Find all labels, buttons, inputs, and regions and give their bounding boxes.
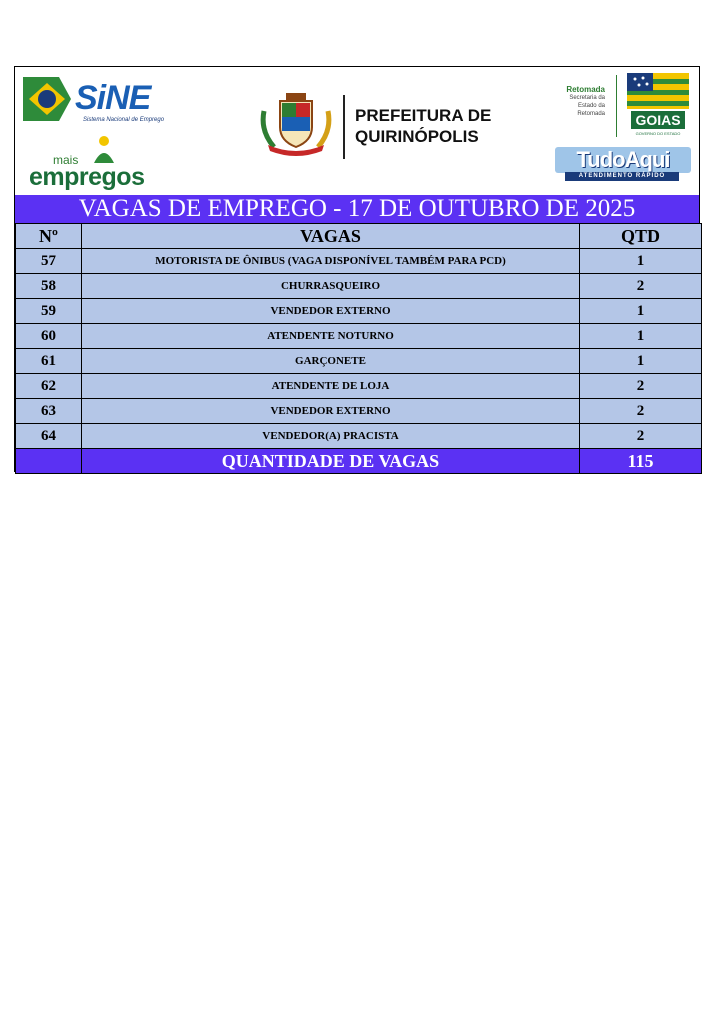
row-num: 59 (16, 299, 82, 324)
retomada-logo (545, 85, 605, 118)
sine-logo (23, 77, 173, 127)
page-title: VAGAS DE EMPREGO - 17 DE OUTUBRO DE 2025 (15, 195, 699, 223)
row-qtd: 2 (580, 399, 702, 424)
retomada-sub3: Retomada (577, 111, 605, 117)
row-qtd: 2 (580, 274, 702, 299)
row-num: 57 (16, 249, 82, 274)
row-vaga: ATENDENTE NOTURNO (82, 324, 580, 349)
tudo-aqui-name: TudoAqui (555, 147, 691, 173)
prefeitura-name (355, 105, 491, 147)
table-row (16, 324, 702, 349)
goias-name: GOIAS (631, 111, 685, 129)
row-num: 62 (16, 374, 82, 399)
total-value: 115 (580, 449, 702, 474)
goias-logo (627, 73, 689, 139)
row-num: 61 (16, 349, 82, 374)
row-vaga: VENDEDOR(A) PRACISTA (82, 424, 580, 449)
goias-flag-icon (627, 73, 689, 109)
vagas-table (15, 223, 702, 474)
row-vaga: MOTORISTA DE ÔNIBUS (VAGA DISPONÍVEL TAMBÉM PARA PCD) (82, 249, 580, 274)
retomada-title: Retomada (566, 85, 605, 94)
row-vaga: ATENDENTE DE LOJA (82, 374, 580, 399)
retomada-sub1: Secretaria da (569, 95, 605, 101)
row-vaga: VENDEDOR EXTERNO (82, 399, 580, 424)
sine-subtitle: Sistema Nacional de Emprego (83, 117, 165, 123)
row-vaga: CHURRASQUEIRO (82, 274, 580, 299)
table-row (16, 374, 702, 399)
table-row (16, 399, 702, 424)
table-row (16, 349, 702, 374)
row-qtd: 2 (580, 424, 702, 449)
mais-empregos-logo (29, 131, 159, 191)
table-row (16, 299, 702, 324)
row-qtd: 1 (580, 324, 702, 349)
job-listing-sheet (14, 66, 700, 472)
header-vaga: VAGAS (82, 224, 580, 249)
sine-name: SiNE (75, 79, 151, 117)
tudo-aqui-subtitle: ATENDIMENTO RÁPIDO (565, 172, 679, 181)
table-row (16, 274, 702, 299)
prefeitura-line1: PREFEITURA DE (355, 106, 492, 125)
total-label: QUANTIDADE DE VAGAS (82, 449, 580, 474)
row-num: 60 (16, 324, 82, 349)
prefeitura-divider (343, 95, 345, 159)
row-qtd: 2 (580, 374, 702, 399)
row-vaga: VENDEDOR EXTERNO (82, 299, 580, 324)
retomada-sub2: Estado da (577, 103, 605, 109)
prefeitura-line2: QUIRINÓPOLIS (355, 127, 479, 146)
row-vaga: GARÇONETE (82, 349, 580, 374)
table-row (16, 424, 702, 449)
empregos-text: empregos (29, 163, 145, 191)
row-num: 64 (16, 424, 82, 449)
header-num: Nº (16, 224, 82, 249)
row-qtd: 1 (580, 249, 702, 274)
row-qtd: 1 (580, 349, 702, 374)
total-row (16, 449, 702, 474)
retomada-divider (616, 75, 617, 137)
goias-subtitle: GOVERNO DO ESTADO (635, 131, 681, 136)
total-blank-cell (16, 449, 82, 474)
brazil-flag-icon (23, 77, 71, 121)
row-qtd: 1 (580, 299, 702, 324)
table-row (16, 249, 702, 274)
row-num: 58 (16, 274, 82, 299)
mais-text: mais (53, 153, 79, 167)
table-header-row (16, 224, 702, 249)
city-coat-of-arms-icon (260, 91, 332, 157)
header-qtd: QTD (580, 224, 702, 249)
person-figure-icon (89, 135, 119, 165)
tudo-aqui-logo (555, 147, 691, 185)
header-logos (15, 67, 699, 195)
row-num: 63 (16, 399, 82, 424)
